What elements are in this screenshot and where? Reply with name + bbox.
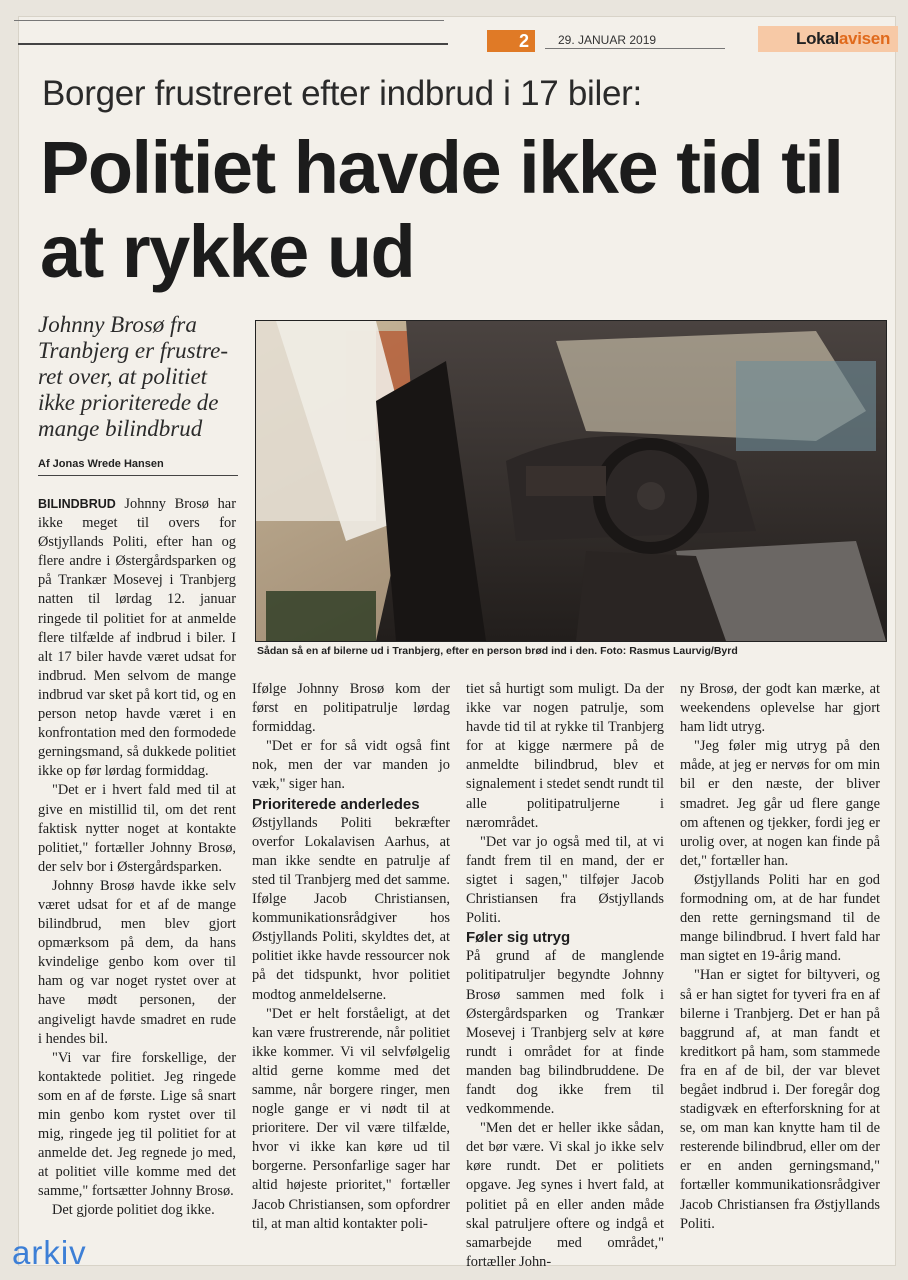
paragraph: ny Brosø, der godt kan mærke, at weekendens oplevelse har gjort ham lidt utryg. bbox=[680, 681, 880, 736]
article-column-4 bbox=[680, 680, 880, 1234]
issue-date: 29. JANUAR 2019 bbox=[558, 33, 657, 47]
paragraph: Østjyllands Politi har en god formodning om, at de har fundet den rette gerningsmand til de mange bilindbrud. I hvert fald har man sigtet en 19-årig mand. bbox=[680, 871, 880, 965]
paragraph: På grund af de manglende politipatruljer begyndte Johnny Brosø sammen med folk i Østergårdsparken og Trankær Mosevej i Tranbjerg selv at køre rundt i området for at finde manden bag bilindbruddene. De fandt dog ikke frem til vedkommende. bbox=[466, 948, 664, 1118]
page-number-badge: 2 bbox=[487, 30, 535, 52]
article-column-3 bbox=[466, 680, 664, 1272]
section-label: BILINDBRUD bbox=[38, 497, 116, 511]
paragraph: BILINDBRUD Johnny Brosø har ikke meget til overs for Østjyllands Politi, efter han og flere andre i Østergårdsparken og på Trankær Mosevej i Tranbjerg natten til lørdag 12. januar ringede til politiet for at anmelde flere tilfælde af indbrud i biler. I alt 17 biler havde været udsat for indbrud. Men selvom de mange indbrud var sket på kort tid, og en person netop havde været i en konfrontation med den formodede gerningsmand, så dukkede politiet ikke op før lørdag formiddag. bbox=[38, 496, 236, 780]
article-kicker: Borger frustreret efter indbrud i 17 biler: bbox=[42, 74, 642, 113]
paragraph: "Det er i hvert fald med til at give en mistillid til, om det rent faktisk nytter noget at kontakte politiet," fortæller Johnny Brosø, der selv bor i Østergårdsparken. bbox=[38, 782, 236, 875]
paragraph: "Det er for så vidt også fint nok, men der var manden jo væk," siger han. bbox=[252, 738, 450, 793]
article-byline: Af Jonas Wrede Hansen bbox=[38, 458, 238, 476]
paragraph: "Det er helt forståeligt, at det kan være frustrerende, når politiet ikke kommer. Vi vil selvfølgelig altid gerne komme med det samme, når borgere ringer, men nogle gange er vi nødt til at prioritere. Der vil være tilfælde, hvor vi ikke kan køre ud til borgerne. Personfarlige sager har altid højeste prioritet," fortæller Jacob Christiansen, som opfordrer til, at man altid kontakter poli- bbox=[252, 1005, 450, 1232]
article-column-2 bbox=[252, 680, 450, 1234]
subheading: Prioriterede anderledes bbox=[252, 795, 420, 813]
paragraph: "Vi var fire forskellige, der kontaktede politiet. Jeg ringede som en af de første. Lige så snart min genbo kom rystet over til mig, ringede jeg til politiet for at anmelde det. Jeg regnede jo med, at politiet ville komme med det samme," fortsætter Johnny Brosø. bbox=[38, 1049, 236, 1200]
paragraph: "Men det er heller ikke sådan, det bør være. Vi skal jo ikke selv køre rundt. Det er politiets opgave. Jeg synes i hvert fald, at politiet på en eller anden måde skal patruljere oftere og indgå et samarbejde med området," fortæller John- bbox=[466, 1120, 664, 1270]
header-rule bbox=[14, 20, 444, 21]
newspaper-logo: Lokalavisen bbox=[758, 26, 898, 52]
article-lead: Johnny Brosø fra Tranbjerg er frustreret over, at politiet ikke prioriterede de mange bilindbrud bbox=[38, 312, 228, 441]
header-rule bbox=[545, 48, 725, 49]
archive-watermark: arkiv bbox=[12, 1234, 87, 1271]
header-rule bbox=[18, 43, 448, 45]
paragraph: Det gjorde politiet dog ikke. bbox=[52, 1202, 215, 1219]
paragraph: "Han er sigtet for biltyveri, og så er han sigtet for tyveri fra en af bilerne i Tranbjerg. Det er han på baggrund af, at man fandt et kreditkort på ham, som stammede fra en af de bil, der var blevet begået indbrud i. Der foregår dog stadigvæk en efterforskning for at se, om man kan knytte ham til de resterende bilindbrud, eller om der er en anden gerningsmand," fortæller kommunikationsrådgiver Jacob Christiansen fra Østjyllands Politi. bbox=[680, 967, 880, 1232]
paragraph: "Jeg føler mig utryg på den måde, at jeg er nervøs for om min bil er den næste, der bliver smadret. Jeg går ud flere gange om aftenen og tjekker, fordi jeg er urolig over, at nogen kan finde på det," fortæller han. bbox=[680, 738, 880, 869]
subheading: Føler sig utryg bbox=[466, 929, 571, 947]
paragraph: Østjyllands Politi bekræfter overfor Lokalavisen Aarhus, at man ikke sendte en patrulje af sted til Tranbjerg med det samme. Ifølge Jacob Christiansen, kommunikationsrådgiver hos Østjyllands Politi, skyldtes det, at politiet ikke havde ressourcer nok på det tidspunkt, hvor politiet modtog anmeldelserne. bbox=[252, 814, 450, 1003]
car-interior-photo bbox=[255, 320, 887, 642]
photo-caption: Sådan så en af bilerne ud i Tranbjerg, efter en person brød ind i den. Foto: Rasmus Laurvig/Byrd bbox=[257, 645, 738, 657]
paragraph: Ifølge Johnny Brosø kom der først en politipatrulje lørdag formiddag. bbox=[252, 681, 450, 736]
paragraph: "Det var jo også med til, at vi fandt frem til en mand, der er sigtet i sagen," tilføjer Jacob Christiansen fra Østjyllands Politi. bbox=[466, 833, 664, 927]
paragraph: tiet så hurtigt som muligt. Da der ikke var nogen patrulje, som havde tid til at rykke til Tranbjerg for at kigge nærmere på de anmeldte bilindbrud, blev et signalement i stedet sendt rundt til alle politipatruljerne i nærområdet. bbox=[466, 681, 664, 831]
article-column-1 bbox=[38, 495, 236, 1221]
paragraph: Johnny Brosø havde ikke selv været udsat for et af de mange bilindbrud, men blev gjort opmærksom på dem, da hans kvindelige genbo kom over til ham og var noget rystet over at have mødt personen, der angiveligt havde smadret en rude i hendes bil. bbox=[38, 877, 236, 1047]
photo-illustration bbox=[256, 321, 886, 641]
article-headline: Politiet havde ikke tid til at rykke ud bbox=[40, 126, 843, 293]
